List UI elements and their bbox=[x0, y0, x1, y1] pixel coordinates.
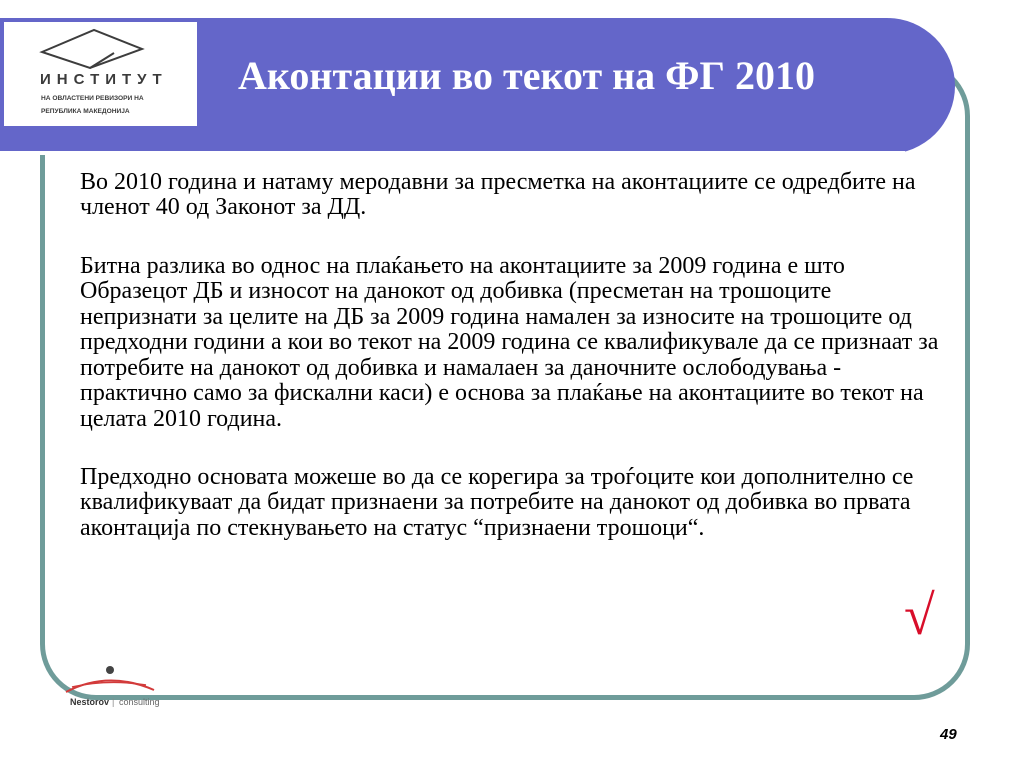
nestorov-logo-icon bbox=[58, 660, 178, 720]
paragraph-2: Битна разлика во однос на плаќањето на аконтациите за 2009 година е што Образецот ДБ и износот на данокот од добивка (пресметан на трошоците непризнати за целите на ДБ за 2009 година намален за износите на трошоците од предходни години а кои во текот на 2009 година се квалификувале да се признаат за потребите на данокот од добивка и намалаен за даночните ослободувања - практично само за фискални каси) е основа за плаќање на аконтациите во текот на целата 2010 година. bbox=[80, 252, 939, 432]
header-divider bbox=[0, 151, 905, 155]
institute-logo bbox=[4, 22, 197, 126]
paragraph-3: Предходно основата можеше во да се корегира за троѓоците кои дополнително се квалификуваат да бидат признаени за потребите на данокот од добивка во првата аконтација по стекнувањето на статус “признаени трошоци“. bbox=[80, 463, 914, 541]
page-number: 49 bbox=[940, 726, 957, 743]
slide-content bbox=[80, 170, 945, 574]
check-mark-icon: √ bbox=[904, 585, 935, 647]
logo-title: ИНСТИТУТ bbox=[40, 71, 168, 88]
slide-title: Аконтации во текот на ФГ 2010 bbox=[238, 53, 815, 98]
logo-subtitle-line2: РЕПУБЛИКА МАКЕДОНИЈА bbox=[41, 108, 130, 115]
footer-tagline: consulting bbox=[119, 697, 160, 707]
footer-brand: Nestorov bbox=[70, 697, 110, 707]
footer-separator: | bbox=[112, 697, 115, 707]
logo-subtitle-line1: НА ОВЛАСТЕНИ РЕВИЗОРИ НА bbox=[41, 95, 144, 102]
paragraph-1: Во 2010 година и натаму меродавни за пресметка на аконтациите се одредбите на членот 40 од Законот за ДД. bbox=[80, 169, 916, 221]
